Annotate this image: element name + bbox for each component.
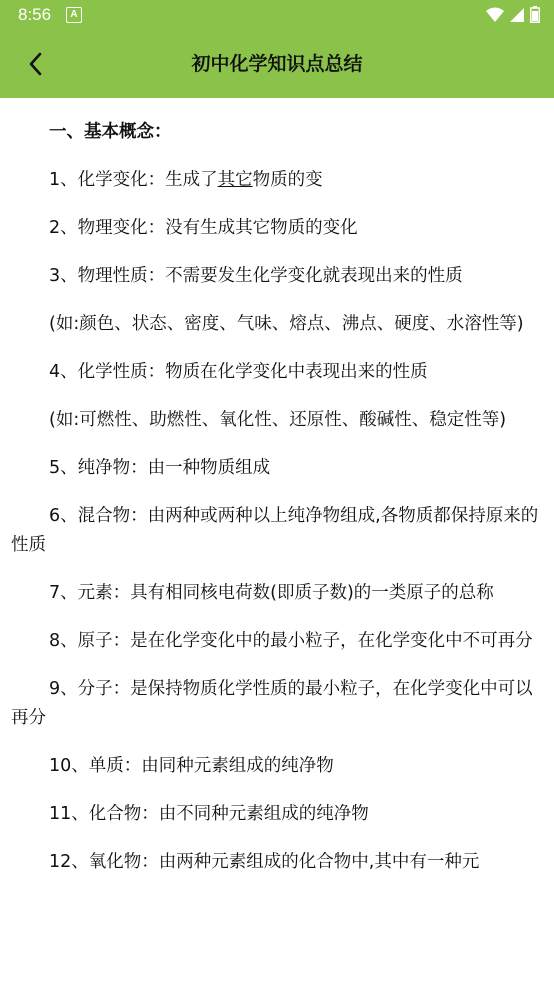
paragraph: 2、物理变化：没有生成其它物质的变化	[49, 218, 358, 238]
paragraph-1-text-a: 1、化学变化：生成了	[49, 170, 218, 190]
paragraph-1	[11, 166, 543, 195]
wifi-icon	[486, 7, 504, 23]
paragraph-1-underlined: 其它	[217, 170, 253, 190]
paragraph: 12、氧化物：由两种元素组成的化合物中,其中有一种元	[49, 852, 480, 872]
signal-icon	[510, 8, 524, 22]
paragraph: 9、分子：是保持物质化学性质的最小粒子，在化学变化中可以再分	[11, 679, 533, 728]
notification-a-icon: A	[66, 7, 82, 23]
page-title: 初中化学知识点总结	[191, 53, 363, 75]
paragraph: 6、混合物：由两种或两种以上纯净物组成,各物质都保持原来的性质	[11, 506, 539, 555]
paragraph-1-text-b: 物质的变	[252, 170, 323, 190]
paragraph: 10、单质：由同种元素组成的纯净物	[49, 756, 334, 776]
chevron-left-icon	[27, 52, 45, 76]
status-bar	[0, 0, 554, 30]
status-time: 8:56	[18, 5, 52, 24]
paragraph: (如:可燃性、助燃性、氧化性、还原性、酸碱性、稳定性等)	[49, 410, 507, 430]
paragraph: 8、原子：是在化学变化中的最小粒子，在化学变化中不可再分	[49, 631, 533, 651]
paragraph: 7、元素：具有相同核电荷数(即质子数)的一类原子的总称	[49, 583, 494, 603]
app-bar	[0, 30, 554, 98]
article-content	[0, 98, 554, 877]
section-heading: 一、基本概念：	[49, 122, 172, 142]
paragraph: 11、化合物：由不同种元素组成的纯净物	[49, 804, 369, 824]
paragraph: 5、纯净物：由一种物质组成	[49, 458, 271, 478]
status-icons	[486, 6, 540, 23]
paragraph: 3、物理性质：不需要发生化学变化就表现出来的性质	[49, 266, 463, 286]
paragraph: (如:颜色、状态、密度、气味、熔点、沸点、硬度、水溶性等)	[49, 314, 524, 334]
battery-icon	[530, 6, 540, 23]
paragraph: 4、化学性质：物质在化学变化中表现出来的性质	[49, 362, 428, 382]
back-button[interactable]	[20, 48, 52, 80]
